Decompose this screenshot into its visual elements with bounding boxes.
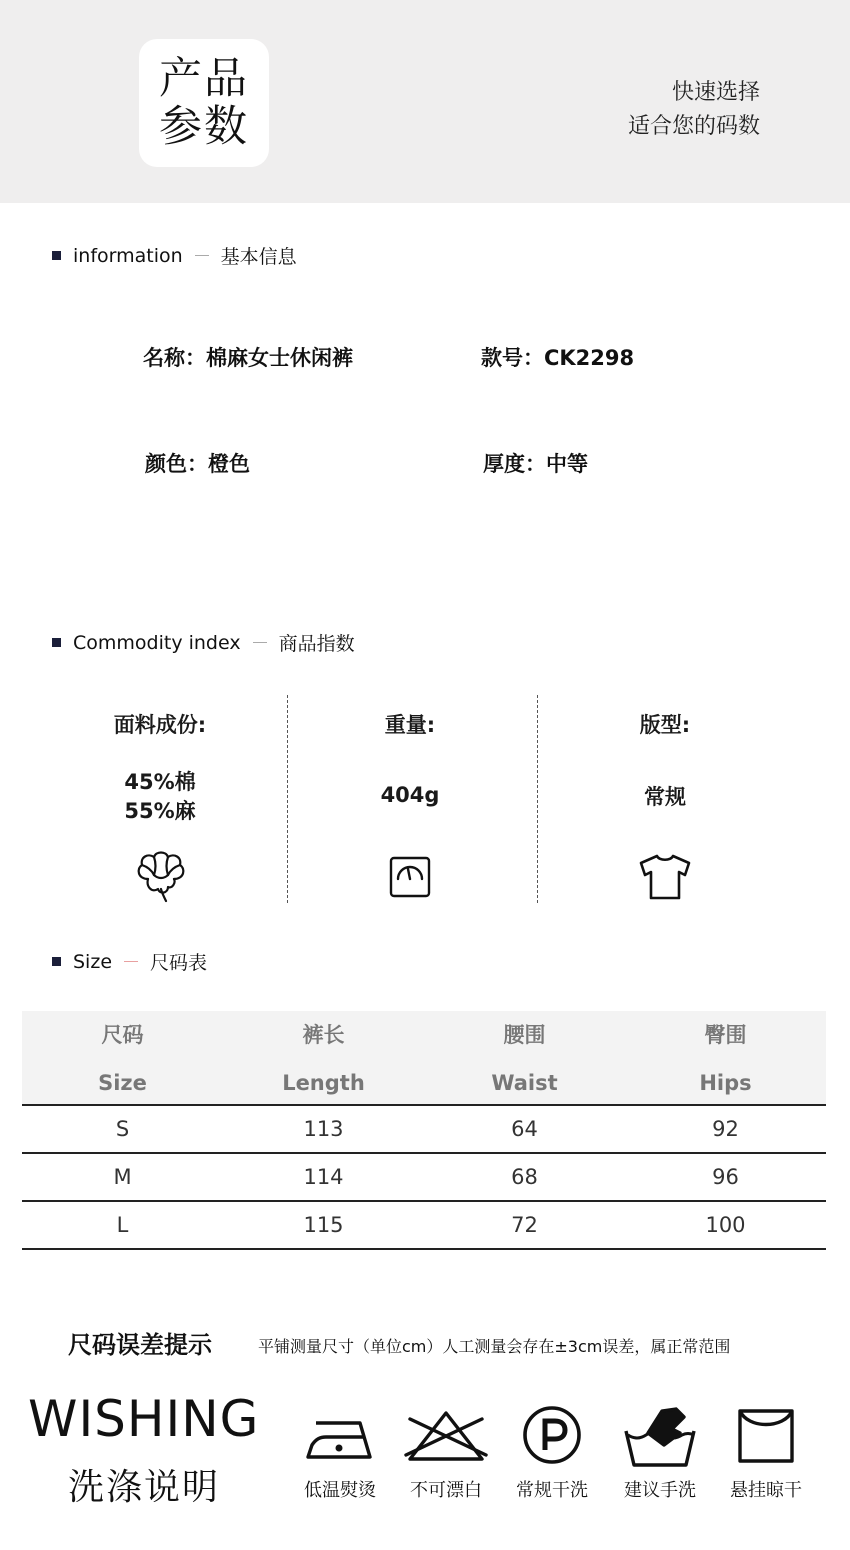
info-color-value: 橙色	[208, 452, 250, 476]
table-row	[22, 1202, 826, 1250]
section-dash	[253, 642, 267, 643]
table-cell: 115	[303, 1213, 344, 1237]
header-cn: 裤长	[302, 1023, 345, 1047]
table-cell: S	[115, 1117, 130, 1141]
info-name-label: 名称：	[143, 346, 206, 370]
washing-title-en: WISHING	[28, 1390, 260, 1448]
commodity-fabric	[40, 695, 280, 903]
section-title-en: Size	[73, 950, 113, 973]
section-heading-commodity	[52, 629, 355, 656]
fabric-line1: 45%棉	[124, 770, 196, 794]
header-en: Size	[98, 1071, 147, 1095]
section-heading-information	[52, 242, 297, 269]
fit-title: 版型:	[639, 713, 691, 737]
section-title-cn: 尺码表	[150, 952, 208, 974]
size-error-title: 尺码误差提示	[68, 1331, 212, 1359]
wash-item-no-bleach	[398, 1405, 494, 1501]
wash-item-hand-wash	[612, 1405, 708, 1501]
header-cn: 尺码	[101, 1023, 144, 1047]
page-title-line2: 参数	[159, 102, 249, 152]
info-name	[143, 342, 353, 372]
column-divider	[537, 695, 538, 903]
wash-item-dry-clean	[504, 1405, 600, 1501]
size-table	[22, 1011, 826, 1250]
page-title-line1: 产品	[159, 54, 249, 104]
wash-label: 低温熨烫	[304, 1480, 376, 1501]
tshirt-icon	[637, 853, 693, 905]
table-cell: 64	[511, 1117, 538, 1141]
size-error-desc: 平铺测量尺寸（单位cm）人工测量会存在±3cm误差，属正常范围	[258, 1337, 731, 1356]
section-title-en: Commodity index	[73, 631, 241, 654]
wash-label: 常规干洗	[516, 1480, 588, 1501]
info-thickness	[483, 448, 588, 478]
wash-label: 建议手洗	[624, 1480, 696, 1501]
fabric-line2: 55%麻	[124, 799, 196, 823]
section-bullet	[52, 251, 61, 260]
header-en: Length	[282, 1071, 365, 1095]
title-card	[139, 39, 269, 167]
info-color	[145, 448, 250, 478]
header-cn: 臀围	[704, 1023, 747, 1047]
fit-value: 常规	[644, 785, 686, 809]
header-subtitle-line2: 适合您的码数	[627, 114, 760, 139]
header-en: Hips	[699, 1071, 752, 1095]
table-cell: 113	[303, 1117, 344, 1141]
table-row	[22, 1154, 826, 1202]
section-heading-size	[52, 948, 207, 975]
wash-item-hang-dry	[718, 1405, 814, 1501]
info-thickness-label: 厚度：	[483, 452, 546, 476]
scale-icon	[388, 855, 432, 903]
wash-label: 悬挂晾干	[730, 1480, 802, 1501]
commodity-fit	[545, 695, 785, 903]
section-dash	[195, 255, 209, 256]
table-cell: 100	[705, 1213, 746, 1237]
header-cell-hips	[625, 1011, 826, 1104]
no-bleach-icon	[400, 1405, 492, 1461]
info-style-label: 款号：	[481, 346, 544, 370]
info-style-value: CK2298	[544, 346, 635, 370]
size-table-header	[22, 1011, 826, 1106]
table-cell: 114	[303, 1165, 344, 1189]
section-bullet	[52, 957, 61, 966]
header-cn: 腰围	[503, 1023, 546, 1047]
header-cell-length	[223, 1011, 424, 1104]
section-bullet	[52, 638, 61, 647]
header-en: Waist	[491, 1071, 558, 1095]
info-style	[481, 342, 634, 372]
table-row	[22, 1106, 826, 1154]
header-cell-size	[22, 1011, 223, 1104]
section-title-en: information	[73, 244, 183, 267]
hang-dry-icon	[736, 1405, 796, 1465]
header-subtitle-line1: 快速选择	[671, 80, 760, 105]
table-cell: 72	[511, 1213, 538, 1237]
cotton-flower-icon	[132, 849, 188, 907]
info-thickness-value: 中等	[546, 452, 588, 476]
washing-title-cn: 洗涤说明	[68, 1467, 221, 1508]
section-title-cn: 基本信息	[220, 246, 297, 268]
dry-clean-icon	[520, 1405, 584, 1469]
section-title-cn: 商品指数	[278, 633, 355, 655]
column-divider	[287, 695, 288, 903]
header-cell-waist	[424, 1011, 625, 1104]
table-cell: 92	[712, 1117, 739, 1141]
table-cell: M	[113, 1165, 132, 1189]
wash-label: 不可漂白	[410, 1480, 482, 1501]
low-temp-iron-icon	[302, 1405, 378, 1461]
fabric-title: 面料成份:	[113, 713, 207, 737]
header-banner	[0, 0, 850, 203]
table-cell: 96	[712, 1165, 739, 1189]
commodity-weight	[290, 695, 530, 903]
header-subtitle	[628, 76, 760, 144]
fabric-value	[40, 768, 280, 826]
info-name-value: 棉麻女士休闲裤	[206, 346, 353, 370]
weight-title: 重量:	[384, 713, 436, 737]
hand-wash-icon	[622, 1405, 698, 1469]
weight-value: 404g	[380, 783, 440, 807]
section-dash	[124, 961, 138, 962]
wash-item-low-temp-iron	[292, 1405, 388, 1501]
table-cell: L	[116, 1213, 129, 1237]
table-cell: 68	[511, 1165, 538, 1189]
info-color-label: 颜色：	[145, 452, 208, 476]
